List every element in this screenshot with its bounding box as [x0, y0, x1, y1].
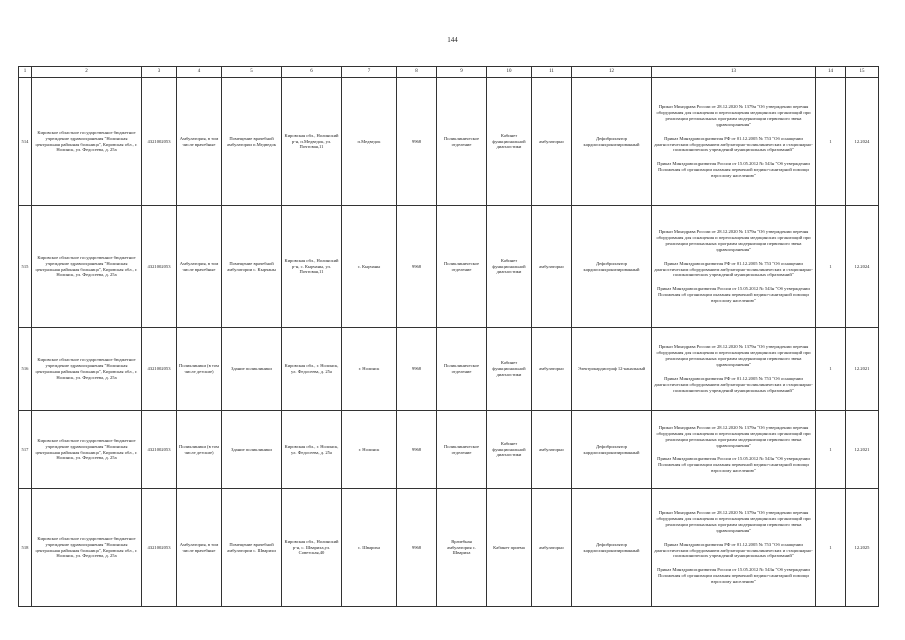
header-row — [19, 67, 879, 78]
regulation-text: Приказ Минздрава России от 28.12.2020 № 1379н "Об утверждении перечня оборудования для оснащения и переоснащения медицинских организаций при реализации региональных программ модернизации первичного звена здравоохранения" — [656, 424, 811, 448]
locality-cell: г. Нолинск — [342, 328, 397, 411]
department-cell: Поликлиническое отделение — [437, 328, 487, 411]
department-cell: Поликлиническое отделение — [437, 206, 487, 328]
date-cell: 12.2024 — [846, 78, 879, 206]
page-number: 144 — [447, 36, 458, 44]
regulation-text: Приказ Минздравсоцразвития России от 15.05.2012 № 543н "Об утверждении Положения об организации оказания первичной медико-санитарной помощи взрослому населению" — [657, 567, 810, 585]
address-cell: Кировская обл., г. Нолинск, ул. Федосеева, д. 25а — [282, 411, 342, 489]
inn-cell: 4321002053 — [142, 489, 177, 607]
column-header: 5 — [222, 67, 282, 78]
room-cell: Кабинет функциональной диагностики — [487, 328, 532, 411]
regulation-text: Приказ Минздрава России от 28.12.2020 № 1379н "Об утверждении перечня оборудования для оснащения и переоснащения медицинских организаций при реализации региональных программ модернизации первичного звена здравоохранения" — [656, 103, 811, 127]
care-condition-cell: амбулаторно — [532, 411, 572, 489]
equipment-cell: Дефибриллятор кардиосинхронизированный — [572, 411, 652, 489]
locality-cell: п.Медведок — [342, 78, 397, 206]
column-header: 6 — [282, 67, 342, 78]
quantity-cell: 1 — [816, 328, 846, 411]
room-cell: Кабинет функциональной диагностики — [487, 78, 532, 206]
subdivision-cell: Помещение врачебной амбулатории с. Кырчаны — [222, 206, 282, 328]
organization-cell: Кировское областное государственное бюджетное учреждение здравоохранения "Нолинская центральная районная больница", Кировская обл., г. Нолинск, ул. Федосеева, д. 25а — [32, 78, 142, 206]
address-cell: Кировская обл., Нолинский р-н, п.Медведок, ул. Почтовая,11 — [282, 78, 342, 206]
facility-type-cell: Поликлиники (в том числе детские) — [177, 411, 222, 489]
column-header: 11 — [532, 67, 572, 78]
facility-type-cell: Амбулатория, в том числе врачебные — [177, 206, 222, 328]
address-cell: Кировская обл., Нолинский р-н, с. Швариха,ул. Советская,40 — [282, 489, 342, 607]
inn-cell: 4321002053 — [142, 78, 177, 206]
regulation-text: Приказ Минздравсоцразвития России от 15.05.2012 № 543н "Об утверждении Положения об организации оказания первичной медико-санитарной помощи взрослому населению" — [657, 161, 810, 179]
regulation-text: Приказ Минздравсоцразвития РФ от 01.12.2005 № 753 "Об оснащении диагностическим оборудованием амбулаторно-поликлинических и стационарно-поликлинических учреждений муниципальных образований" — [654, 260, 813, 278]
inn-cell: 4321002053 — [142, 328, 177, 411]
facility-type-cell: Амбулатория, в том числе врачебные — [177, 489, 222, 607]
regulation-cell — [652, 328, 816, 411]
department-cell: Поликлиническое отделение — [437, 411, 487, 489]
quantity-cell: 1 — [816, 206, 846, 328]
subdivision-cell: Помещение врачебной амбулатории п.Медведок — [222, 78, 282, 206]
equipment-cell: Дефибриллятор кардиосинхронизированный — [572, 78, 652, 206]
regulation-cell — [652, 411, 816, 489]
subdivision-cell: Здание поликлиники — [222, 411, 282, 489]
date-cell: 12.2021 — [846, 411, 879, 489]
regulation-text: Приказ Минздравсоцразвития РФ от 01.12.2005 № 753 "Об оснащении диагностическим оборудованием амбулаторно-поликлинических и стационарно-поликлинических учреждений муниципальных образований" — [654, 375, 813, 393]
date-cell: 12.2021 — [846, 328, 879, 411]
quantity-cell: 1 — [816, 78, 846, 206]
facility-type-cell: Поликлиники (в том числе детские) — [177, 328, 222, 411]
column-header: 10 — [487, 67, 532, 78]
regulation-text: Приказ Минздравсоцразвития РФ от 01.12.2005 № 753 "Об оснащении диагностическим оборудованием амбулаторно-поликлинических и стационарно-поликлинических учреждений муниципальных образований" — [654, 541, 813, 559]
subdivision-cell: Помещение врачебной амбулатории с. Шварихи — [222, 489, 282, 607]
column-header: 3 — [142, 67, 177, 78]
regulation-text: Приказ Минздравсоцразвития России от 15.05.2012 № 543н "Об утверждении Положения об организации оказания первичной медико-санитарной помощи взрослому населению" — [657, 456, 810, 474]
code-cell: 9968 — [397, 411, 437, 489]
address-cell: Кировская обл., г. Нолинск, ул. Федосеева, д. 25а — [282, 328, 342, 411]
column-header: 7 — [342, 67, 397, 78]
organization-cell: Кировское областное государственное бюджетное учреждение здравоохранения "Нолинская центральная районная больница", Кировская обл., г. Нолинск, ул. Федосеева, д. 25а — [32, 206, 142, 328]
date-cell: 12.2024 — [846, 206, 879, 328]
department-cell: Поликлиническое отделение — [437, 78, 487, 206]
code-cell: 9968 — [397, 78, 437, 206]
care-condition-cell: амбулаторно — [532, 489, 572, 607]
column-header: 1 — [19, 67, 32, 78]
row-number: 515 — [19, 206, 32, 328]
column-header: 8 — [397, 67, 437, 78]
locality-cell: г. Нолинск — [342, 411, 397, 489]
locality-cell: с. Швариха — [342, 489, 397, 607]
equipment-table — [18, 66, 879, 607]
table-row — [19, 489, 879, 607]
subdivision-cell: Здание поликлиники — [222, 328, 282, 411]
date-cell: 12.2025 — [846, 489, 879, 607]
column-header: 14 — [816, 67, 846, 78]
regulation-cell — [652, 206, 816, 328]
regulation-text: Приказ Минздрава России от 28.12.2020 № 1379н "Об утверждении перечня оборудования для оснащения и переоснащения медицинских организаций при реализации региональных программ модернизации первичного звена здравоохранения" — [656, 228, 811, 252]
inn-cell: 4321002053 — [142, 411, 177, 489]
column-header: 2 — [32, 67, 142, 78]
address-cell: Кировская обл., Нолинский р-н, с. Кырчаны, ул. Почтовая,11 — [282, 206, 342, 328]
column-header: 13 — [652, 67, 816, 78]
row-number: 516 — [19, 328, 32, 411]
regulation-cell — [652, 78, 816, 206]
regulation-text: Приказ Минздравсоцразвития России от 15.05.2012 № 543н "Об утверждении Положения об организации оказания первичной медико-санитарной помощи взрослому населению" — [657, 286, 810, 304]
organization-cell: Кировское областное государственное бюджетное учреждение здравоохранения "Нолинская центральная районная больница", Кировская обл., г. Нолинск, ул. Федосеева, д. 25а — [32, 411, 142, 489]
table-row — [19, 411, 879, 489]
column-header: 4 — [177, 67, 222, 78]
quantity-cell: 1 — [816, 489, 846, 607]
regulation-text: Приказ Минздрава России от 28.12.2020 № 1379н "Об утверждении перечня оборудования для оснащения и переоснащения медицинских организаций при реализации региональных программ модернизации первичного звена здравоохранения" — [656, 344, 811, 368]
row-number: 518 — [19, 489, 32, 607]
locality-cell: с. Кырчаны — [342, 206, 397, 328]
table-row — [19, 328, 879, 411]
care-condition-cell: амбулаторно — [532, 328, 572, 411]
equipment-cell: Электрокардиограф 12-канальный — [572, 328, 652, 411]
regulation-cell — [652, 489, 816, 607]
organization-cell: Кировское областное государственное бюджетное учреждение здравоохранения "Нолинская центральная районная больница", Кировская обл., г. Нолинск, ул. Федосеева, д. 25а — [32, 489, 142, 607]
care-condition-cell: амбулаторно — [532, 78, 572, 206]
department-cell: Врачебная амбулатория с. Швариха — [437, 489, 487, 607]
regulation-text: Приказ Минздравсоцразвития РФ от 01.12.2005 № 753 "Об оснащении диагностическим оборудованием амбулаторно-поликлинических и стационарно-поликлинических учреждений муниципальных образований" — [654, 135, 813, 153]
row-number: 514 — [19, 78, 32, 206]
room-cell: Кабинет приема — [487, 489, 532, 607]
room-cell: Кабинет функциональной диагностики — [487, 411, 532, 489]
care-condition-cell: амбулаторно — [532, 206, 572, 328]
room-cell: Кабинет функциональной диагностики — [487, 206, 532, 328]
table-row — [19, 206, 879, 328]
row-number: 517 — [19, 411, 32, 489]
column-header: 12 — [572, 67, 652, 78]
equipment-cell: Дефибриллятор кардиосинхронизированный — [572, 206, 652, 328]
code-cell: 9968 — [397, 328, 437, 411]
organization-cell: Кировское областное государственное бюджетное учреждение здравоохранения "Нолинская центральная районная больница", Кировская обл., г. Нолинск, ул. Федосеева, д. 25а — [32, 328, 142, 411]
table-row — [19, 78, 879, 206]
regulation-text: Приказ Минздрава России от 28.12.2020 № 1379н "Об утверждении перечня оборудования для оснащения и переоснащения медицинских организаций при реализации региональных программ модернизации первичного звена здравоохранения" — [656, 509, 811, 533]
code-cell: 9968 — [397, 489, 437, 607]
equipment-cell: Дефибриллятор кардиосинхронизированный — [572, 489, 652, 607]
quantity-cell: 1 — [816, 411, 846, 489]
column-header: 9 — [437, 67, 487, 78]
facility-type-cell: Амбулатория, в том числе врачебные — [177, 78, 222, 206]
code-cell: 9968 — [397, 206, 437, 328]
column-header: 15 — [846, 67, 879, 78]
inn-cell: 4321002053 — [142, 206, 177, 328]
